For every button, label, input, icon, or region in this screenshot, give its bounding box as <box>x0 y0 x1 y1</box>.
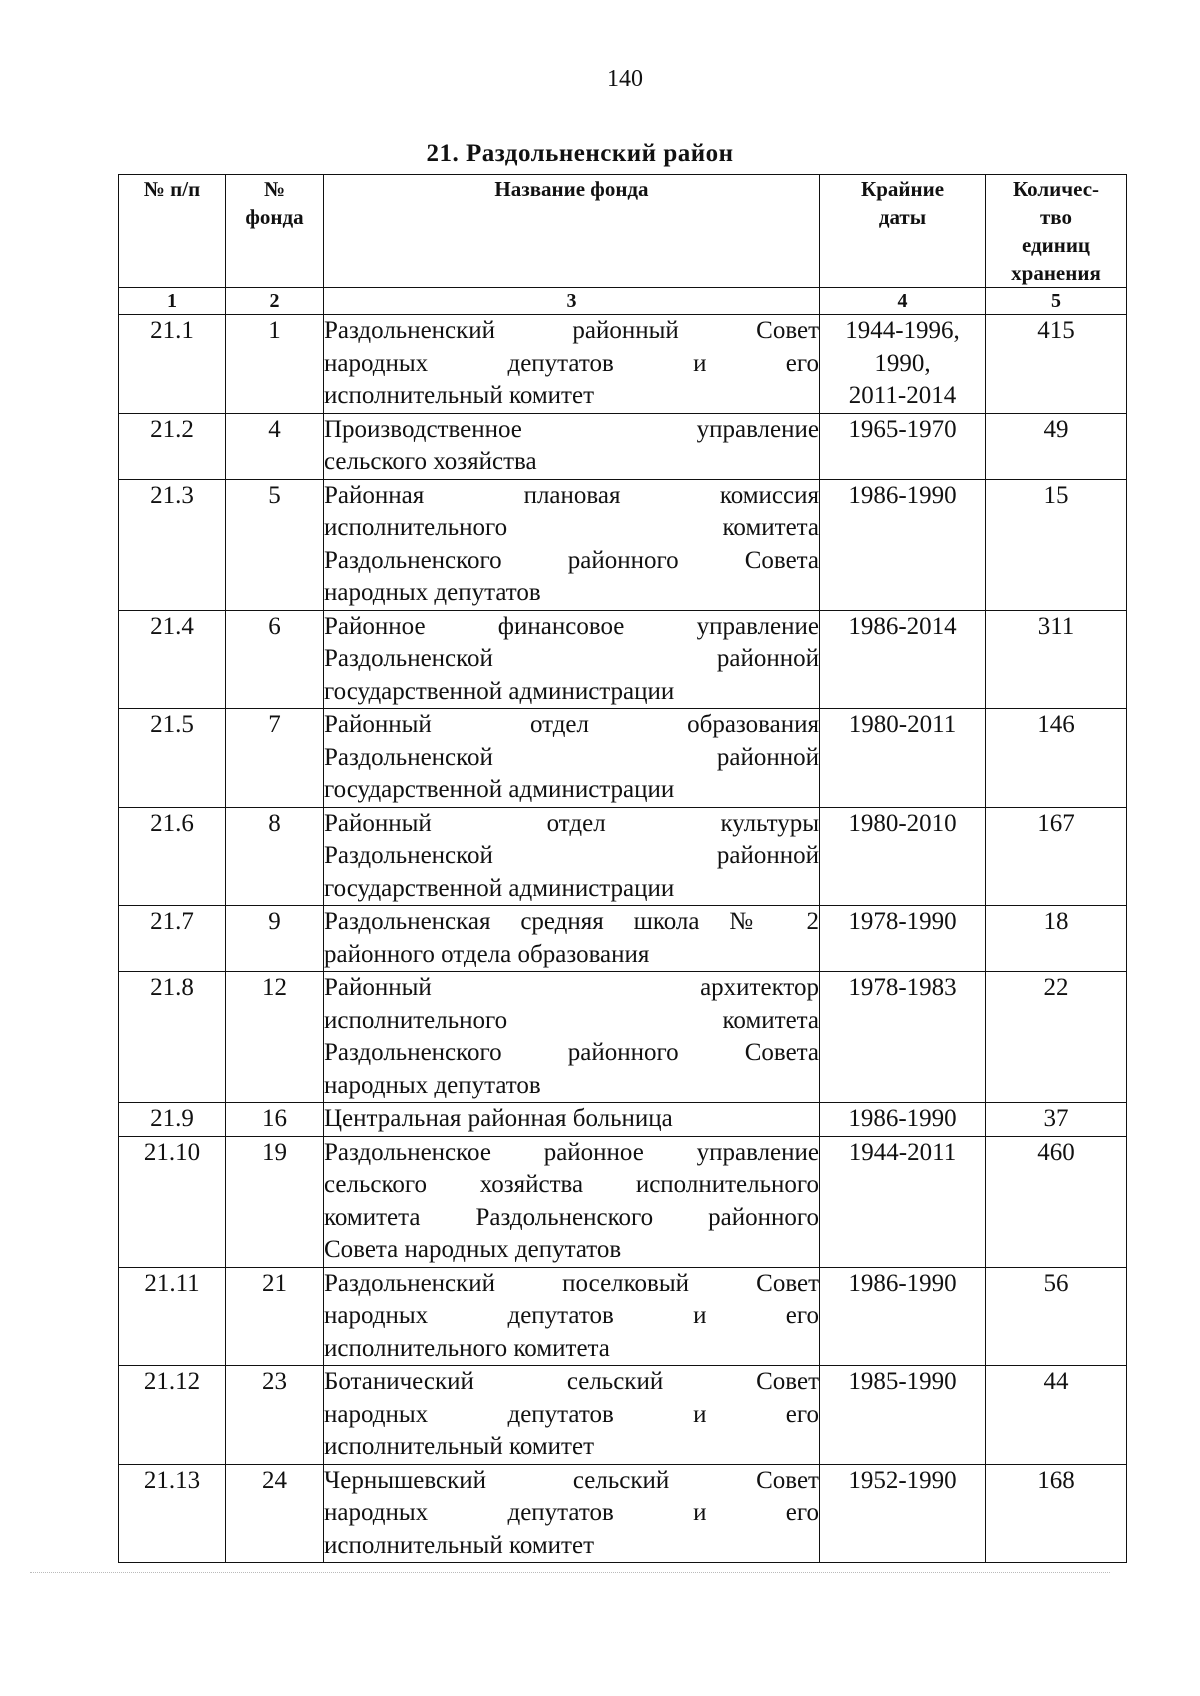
fond-name-cell <box>324 807 820 906</box>
header-text-line: № п/п <box>143 177 201 201</box>
date-range-cell <box>820 413 986 479</box>
fond-name-cell <box>324 610 820 709</box>
storage-units-cell: 49 <box>986 413 1127 479</box>
row-number-cell: 21.5 <box>119 709 226 808</box>
row-number-cell: 21.6 <box>119 807 226 906</box>
row-number-cell: 21.3 <box>119 479 226 610</box>
row-number-cell: 21.1 <box>119 315 226 414</box>
fond-name-line: Центральная районная больница <box>324 1105 673 1132</box>
storage-units-cell: 22 <box>986 972 1127 1103</box>
storage-units-cell: 44 <box>986 1366 1127 1465</box>
table-row <box>119 1366 1127 1465</box>
date-range-line: 1990, <box>874 349 931 377</box>
table-row <box>119 413 1127 479</box>
storage-units-cell: 167 <box>986 807 1127 906</box>
fond-name-line: народных депутатов и его <box>324 1302 819 1329</box>
header-text-line: даты <box>878 205 927 229</box>
fond-name-line: исполнительного комитета <box>324 1334 610 1362</box>
table-row <box>119 1136 1127 1267</box>
section-title: 21. Раздольненский район <box>426 140 734 167</box>
fond-name-cell <box>324 709 820 808</box>
fond-name-line: исполнительного комитета <box>324 514 819 541</box>
fond-name-line: Районный отдел культуры <box>324 809 819 837</box>
fond-name-line: исполнительный комитет <box>324 382 595 409</box>
fond-name-line: районного отдела образования <box>324 940 650 968</box>
fond-name-cell <box>324 1103 820 1137</box>
fond-name-line: народных депутатов и его <box>324 1499 819 1526</box>
fond-name-line: государственной администрации <box>324 776 675 803</box>
fond-number-cell: 9 <box>226 906 324 972</box>
storage-units-cell: 415 <box>986 315 1127 414</box>
fond-name-cell <box>324 972 820 1103</box>
fond-name-line: Раздольненский поселковый Совет <box>324 1269 819 1297</box>
fond-name-line: народных депутатов и его <box>324 349 819 377</box>
fond-name-line: Раздольненская средняя школа № 2 <box>324 908 819 935</box>
storage-units-cell: 37 <box>986 1103 1127 1137</box>
fond-number-cell: 6 <box>226 610 324 709</box>
date-range-cell <box>820 315 986 414</box>
fond-name-line: Совета народных депутатов <box>324 1236 622 1263</box>
table-row <box>119 1464 1127 1563</box>
header-text-line: Количес- <box>1012 177 1100 201</box>
header-text-line: фонда <box>245 205 304 229</box>
header-text-line: тво <box>1039 205 1072 229</box>
date-range-cell <box>820 1366 986 1465</box>
column-number: 3 <box>324 288 820 315</box>
fond-name-cell <box>324 1136 820 1267</box>
row-number-cell: 21.4 <box>119 610 226 709</box>
date-range-line: 1980-2010 <box>848 809 957 837</box>
fond-name-line: Раздольненской районной <box>324 743 819 771</box>
storage-units-cell: 168 <box>986 1464 1127 1563</box>
table-row <box>119 972 1127 1103</box>
fond-number-cell: 21 <box>226 1267 324 1366</box>
fond-name-line: народных депутатов <box>324 579 541 606</box>
fond-name-line: сельского хозяйства исполнительного <box>324 1171 819 1198</box>
column-number: 2 <box>226 288 324 315</box>
storage-units-cell: 311 <box>986 610 1127 709</box>
table-row <box>119 1103 1127 1137</box>
date-range-line: 1952-1990 <box>848 1466 957 1494</box>
date-range-cell <box>820 479 986 610</box>
date-range-cell <box>820 1267 986 1366</box>
date-range-line: 1980-2011 <box>848 711 957 738</box>
date-range-line: 1986-2014 <box>848 612 957 640</box>
table-row <box>119 1267 1127 1366</box>
table-row <box>119 709 1127 808</box>
row-number-cell: 21.2 <box>119 413 226 479</box>
fond-number-cell: 8 <box>226 807 324 906</box>
fond-number-cell: 7 <box>226 709 324 808</box>
storage-units-cell: 460 <box>986 1136 1127 1267</box>
column-number: 4 <box>820 288 986 315</box>
table-row <box>119 807 1127 906</box>
fond-name-cell <box>324 1464 820 1563</box>
date-range-cell <box>820 807 986 906</box>
storage-units-cell: 15 <box>986 479 1127 610</box>
table-row <box>119 479 1127 610</box>
date-range-line: 1965-1970 <box>848 415 957 443</box>
fond-name-line: Чернышевский сельский Совет <box>324 1466 819 1494</box>
header-row-number <box>119 175 226 288</box>
row-number-cell: 21.7 <box>119 906 226 972</box>
date-range-line: 1944-1996, <box>845 317 960 344</box>
fond-name-line: Районная плановая комиссия <box>324 481 819 509</box>
fond-name-cell <box>324 413 820 479</box>
fond-name-line: Районный архитектор <box>324 974 819 1001</box>
header-fond-number <box>226 175 324 288</box>
row-number-cell: 21.8 <box>119 972 226 1103</box>
header-storage-units <box>986 175 1127 288</box>
storage-units-cell: 18 <box>986 906 1127 972</box>
fond-name-line: Ботанический сельский Совет <box>324 1368 819 1395</box>
date-range-line: 1986-1990 <box>848 481 957 509</box>
fond-name-cell <box>324 906 820 972</box>
date-range-cell <box>820 1464 986 1563</box>
date-range-line: 1986-1990 <box>848 1105 957 1132</box>
fond-number-cell: 23 <box>226 1366 324 1465</box>
row-number-cell: 21.9 <box>119 1103 226 1137</box>
date-range-line: 1986-1990 <box>848 1269 957 1297</box>
header-date-range <box>820 175 986 288</box>
fond-number-cell: 5 <box>226 479 324 610</box>
fond-number-cell: 12 <box>226 972 324 1103</box>
fond-name-line: Раздольненской районной <box>324 842 819 869</box>
date-range-cell <box>820 709 986 808</box>
row-number-cell: 21.11 <box>119 1267 226 1366</box>
column-number: 5 <box>986 288 1127 315</box>
header-fond-name <box>324 175 820 288</box>
fond-number-cell: 16 <box>226 1103 324 1137</box>
storage-units-cell: 146 <box>986 709 1127 808</box>
archive-fonds-table <box>118 174 1127 1563</box>
fond-name-line: Районный отдел образования <box>324 711 819 738</box>
row-number-cell: 21.12 <box>119 1366 226 1465</box>
column-number-row <box>119 288 1127 315</box>
date-range-line: 1978-1983 <box>848 974 957 1001</box>
row-number-cell: 21.13 <box>119 1464 226 1563</box>
fond-name-cell <box>324 1267 820 1366</box>
fond-name-line: народных депутатов <box>324 1071 541 1099</box>
fond-name-line: государственной администрации <box>324 677 675 705</box>
date-range-cell <box>820 1136 986 1267</box>
table-row <box>119 610 1127 709</box>
fond-number-cell: 4 <box>226 413 324 479</box>
fond-name-line: комитета Раздольненского районного <box>324 1203 819 1231</box>
fond-name-line: исполнительного комитета <box>324 1006 819 1034</box>
fond-name-line: народных депутатов и его <box>324 1400 819 1428</box>
fond-name-line: Районное финансовое управление <box>324 612 819 640</box>
date-range-line: 1978-1990 <box>848 908 957 935</box>
date-range-cell <box>820 972 986 1103</box>
fond-number-cell: 1 <box>226 315 324 414</box>
date-range-line: 1985-1990 <box>848 1368 957 1395</box>
row-number-cell: 21.10 <box>119 1136 226 1267</box>
fond-number-cell: 24 <box>226 1464 324 1563</box>
fond-name-line: Раздольненское районное управление <box>324 1138 819 1166</box>
fond-name-cell <box>324 479 820 610</box>
date-range-cell <box>820 610 986 709</box>
header-text-line: Название фонда <box>494 177 649 201</box>
date-range-cell <box>820 906 986 972</box>
header-text-line: хранения <box>1011 261 1101 285</box>
table-row <box>119 906 1127 972</box>
header-text-line: Крайние <box>860 177 945 201</box>
scan-artifact-line <box>30 1572 1110 1574</box>
header-text-line: № <box>263 177 286 201</box>
table-row <box>119 315 1127 414</box>
fond-number-cell: 19 <box>226 1136 324 1267</box>
fond-name-line: сельского хозяйства <box>324 448 537 475</box>
fond-name-line: исполнительный комитет <box>324 1433 595 1460</box>
fond-name-line: Раздольненского районного Совета <box>324 546 819 574</box>
header-text-line: единиц <box>1021 233 1091 257</box>
fond-name-cell <box>324 315 820 414</box>
storage-units-cell: 56 <box>986 1267 1127 1366</box>
fond-name-cell <box>324 1366 820 1465</box>
column-number: 1 <box>119 288 226 315</box>
fond-name-line: исполнительный комитет <box>324 1531 595 1559</box>
fond-name-line: Раздольненской районной <box>324 645 819 672</box>
page-number: 140 <box>607 66 643 92</box>
fond-name-line: Раздольненского районного Совета <box>324 1039 819 1066</box>
date-range-cell <box>820 1103 986 1137</box>
table-header-row <box>119 175 1127 288</box>
date-range-line: 1944-2011 <box>848 1138 957 1166</box>
date-range-line: 2011-2014 <box>848 382 957 409</box>
fond-name-line: Раздольненский районный Совет <box>324 317 819 344</box>
fond-name-line: Производственное управление <box>324 415 819 443</box>
fond-name-line: государственной администрации <box>324 874 675 902</box>
